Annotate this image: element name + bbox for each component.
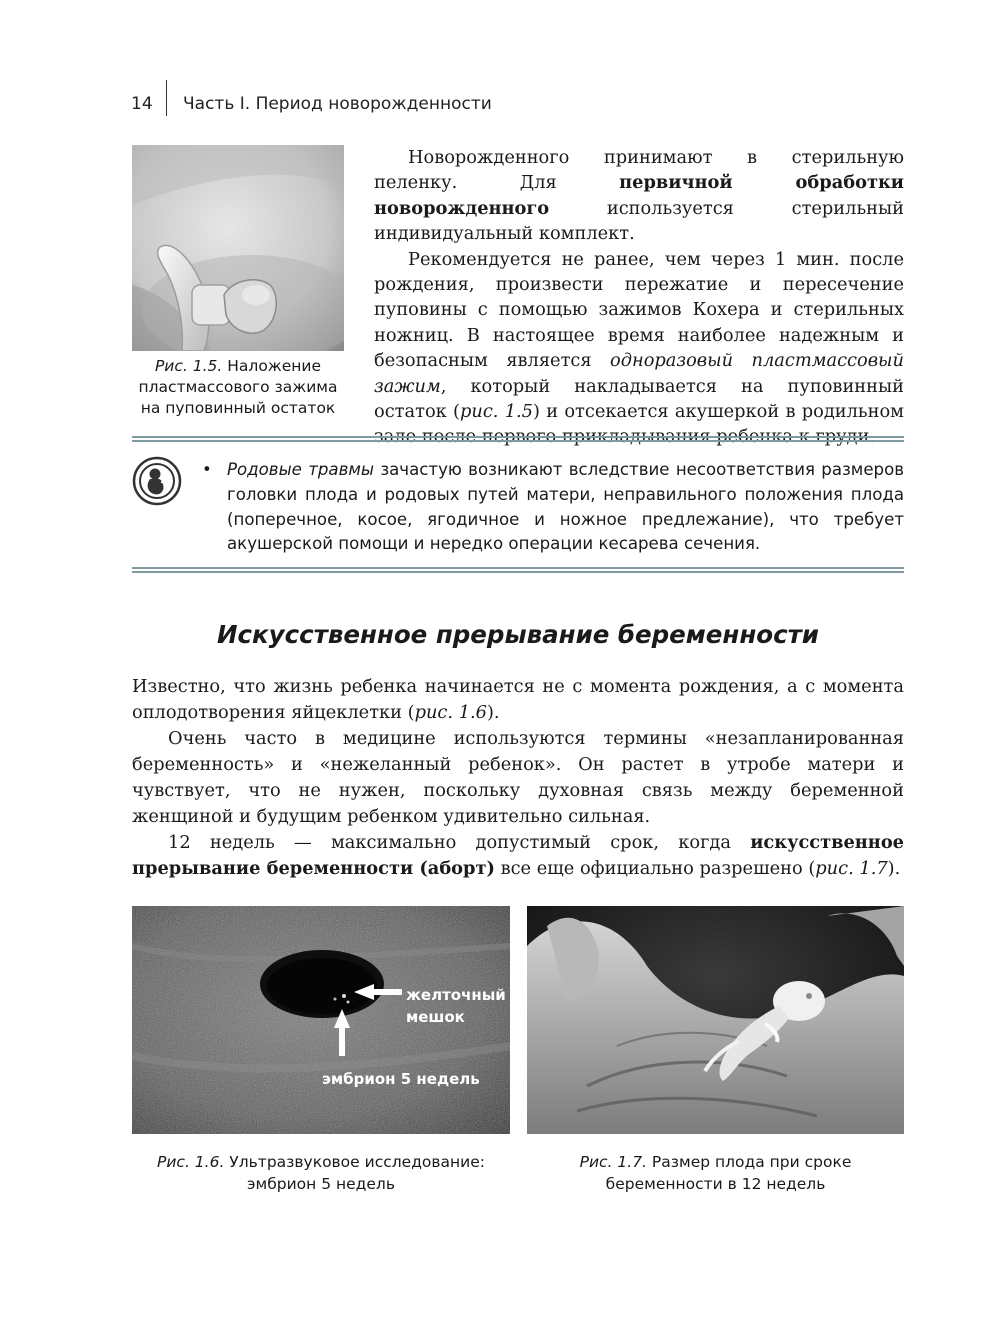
- italic-term: Родовые травмы: [227, 460, 374, 479]
- text-run: Новорожденного принимают в стерильную пеленку. Для: [374, 147, 904, 194]
- caption-text: Размер плода при сроке: [646, 1153, 852, 1171]
- paragraph: Очень часто в медицине используются термины «незапланированная беременность» и «нежеланный ребенок». Он растет в утробе матери и чувствует, что не нужен, поскольку духовная связь между беременной женщиной и будущим ребенком удивительно сильная.: [132, 728, 904, 827]
- text-run: ) и отсекается акушеркой в родильном зале после первого прикладывания ребенка к груди.: [374, 401, 904, 448]
- main-text: [132, 674, 904, 882]
- page-number: 14: [131, 94, 153, 114]
- paragraph: [132, 830, 904, 882]
- text-run: ).: [486, 702, 500, 723]
- figure-1-5-caption: [132, 356, 344, 419]
- figure-1-6-caption: [132, 1151, 510, 1195]
- fetus-in-hands-photo: [527, 906, 904, 1134]
- paragraph: [374, 247, 904, 450]
- figure-reference: рис. 1.6: [414, 702, 487, 723]
- bold-term: первичной обработки новорожденного: [374, 172, 904, 219]
- text-run: Рекомендуется не ранее, чем через 1 мин. после рождения, произвести пережатие и пересечение пуповины с помощью зажимов Кохера и стерильных ножниц. В настоящее время наиболее надежным и безопасным является: [374, 248, 904, 372]
- caption-text: эмбрион 5 недель: [247, 1175, 395, 1193]
- text-run: 12 недель — максимально допустимый срок, когда: [168, 832, 751, 853]
- yolk-sac-label: желточный: [406, 986, 506, 1004]
- note-top-rule: [132, 436, 904, 442]
- embryo-label: эмбрион 5 недель: [322, 1070, 480, 1088]
- note-text: [202, 458, 904, 557]
- intro-text: [374, 145, 904, 450]
- text-run: , который накладывается на пуповинный остаток (: [374, 375, 904, 423]
- text-run: ).: [887, 858, 901, 879]
- caption-text: Ультразвуковое исследование:: [224, 1153, 485, 1171]
- figure-label: Рис. 1.7.: [579, 1153, 647, 1171]
- caption-text: Наложение пластмассового зажима на пуповинный остаток: [138, 357, 338, 417]
- figure-label: Рис. 1.5.: [154, 357, 223, 375]
- header-divider: [166, 80, 167, 116]
- bullet: •: [202, 460, 212, 479]
- figure-label: Рис. 1.6.: [157, 1153, 225, 1171]
- figure-1-6-ultrasound: [132, 906, 510, 1134]
- ultrasound-image: [132, 906, 510, 1134]
- text-run: все еще официально разрешено (: [494, 858, 816, 879]
- umbilical-clamp-photo: [132, 145, 344, 351]
- italic-term: одноразовый пластмассовый зажим: [374, 350, 904, 397]
- yolk-sac-label-2: мешок: [406, 1008, 465, 1026]
- figure-reference: рис. 1.7: [815, 858, 888, 879]
- figure-reference: рис. 1.5: [459, 401, 533, 423]
- text-run: Известно, что жизнь ребенка начинается не с момента рождения, а с момента оплодотворения яйцеклетки (: [132, 676, 904, 723]
- note-body: зачастую возникают вследствие несоответствия размеров головки плода и родовых путей матери, неправильного положения плода (поперечное, косое, ягодичное и ножное предлежание), что требует акушерской помощи и нередко операции кесарева сечения.: [227, 460, 905, 554]
- paragraph: [132, 674, 904, 726]
- figure-1-7-photo: [527, 906, 904, 1134]
- running-title: Часть I. Период новорожденности: [183, 94, 492, 114]
- figure-1-7-caption: [527, 1151, 904, 1195]
- caption-text: беременности в 12 недель: [605, 1175, 826, 1193]
- fetus-icon: [132, 456, 182, 506]
- paragraph: [374, 145, 904, 247]
- note-bottom-rule: [132, 567, 904, 573]
- bold-term: искусственное прерывание беременности (аборт): [132, 832, 904, 879]
- section-heading: Искусственное прерывание беременности: [217, 620, 819, 649]
- text-run: используется стерильный индивидуальный комплект.: [374, 197, 904, 245]
- figure-1-5-photo: [132, 145, 344, 351]
